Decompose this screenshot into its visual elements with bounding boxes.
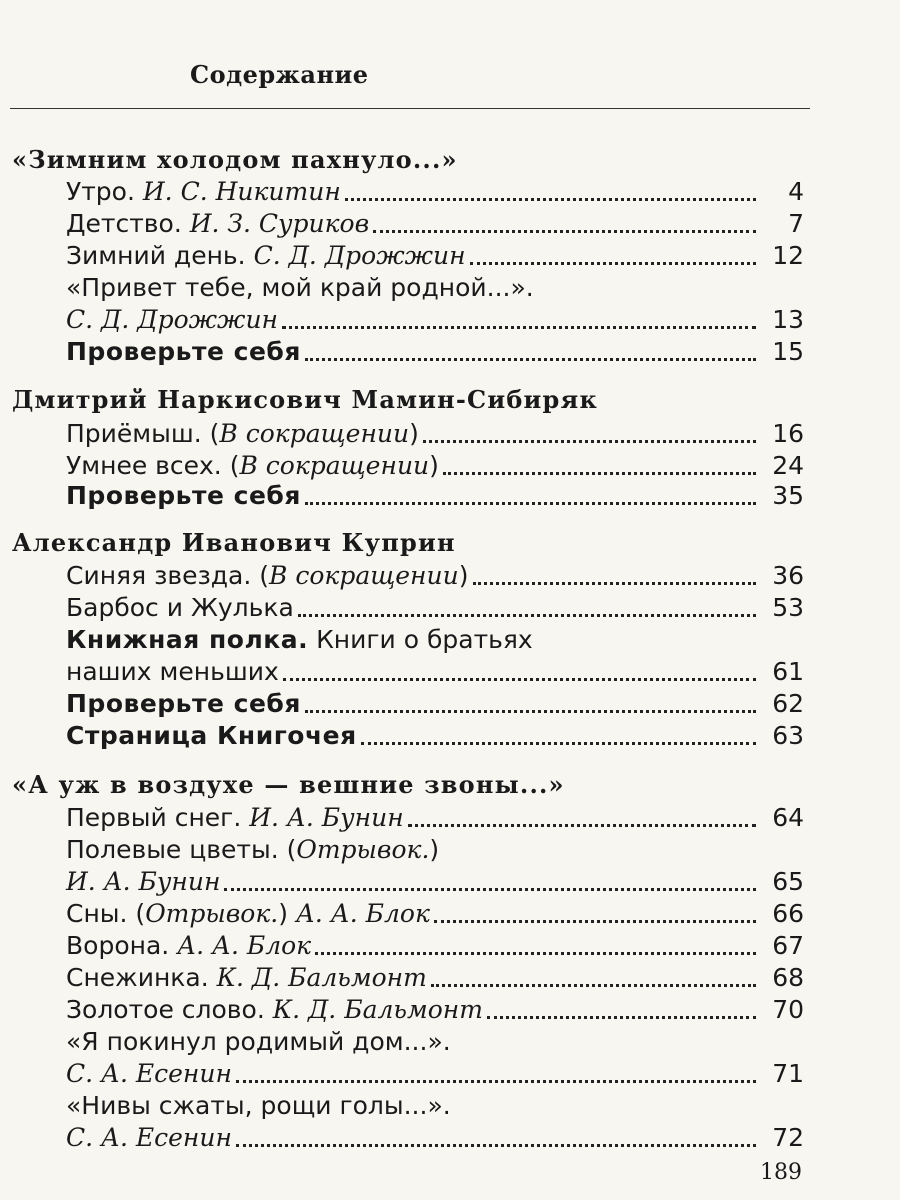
entry-author: С. Д. Дрожжин [66,305,279,334]
entry-title: Проверьте себя [66,337,301,366]
dot-leader [283,678,756,681]
toc-entry[interactable] [66,418,804,450]
dot-leader [345,198,756,201]
dot-leader [361,742,756,745]
toc-entry-line1[interactable] [66,624,804,656]
entry-page: 15 [772,337,804,366]
dot-leader [305,358,756,361]
entry-page: 72 [772,1123,804,1152]
entry-page: 71 [772,1059,804,1088]
toc-entry[interactable] [66,1058,804,1090]
toc-entry-line1[interactable] [66,1090,804,1122]
entry-title: «Привет тебе, мой край родной...». [66,273,534,302]
entry-page: 62 [772,689,804,718]
toc-entry-line1[interactable] [66,272,804,304]
dot-leader [236,1080,756,1083]
toc-entry[interactable] [66,240,804,272]
entry-page: 67 [772,931,804,960]
entry-page: 64 [772,803,804,832]
toc-entry[interactable] [66,1122,804,1154]
toc-entry[interactable] [66,592,804,624]
dot-leader [487,1016,756,1019]
dot-leader [423,440,756,443]
entry-note: Отрывок. [145,899,279,928]
entry-title: Ворона. [66,931,170,960]
entry-page: 24 [772,451,804,480]
title-divider [10,108,810,109]
entry-page: 35 [772,481,804,510]
dot-leader [373,230,756,233]
dot-leader [305,710,756,713]
toc-entry[interactable] [66,656,804,688]
toc-entry[interactable] [66,866,804,898]
entry-paren: ) [429,835,440,864]
entry-page: 68 [772,963,804,992]
toc-entry-line1[interactable] [66,834,804,866]
dot-leader [305,502,756,505]
entry-author: К. Д. Бальмонт [272,995,483,1024]
toc-entry[interactable] [66,930,804,962]
toc-entry[interactable] [66,176,804,208]
dot-leader [236,1144,756,1147]
entry-author: С. Д. Дрожжин [253,241,466,270]
entry-page: 12 [772,241,804,270]
dot-leader [408,824,756,827]
entry-title: Утро. [66,177,135,206]
entry-title: Проверьте себя [66,481,301,510]
dot-leader [434,920,756,923]
entry-title: Приёмыш. ( [66,419,220,448]
entry-title: Проверьте себя [66,689,301,718]
toc-entry[interactable] [66,994,804,1026]
dot-leader [282,326,756,329]
dot-leader [470,262,756,265]
toc-entry[interactable] [66,336,804,368]
entry-paren: ) [409,419,419,448]
entry-author: С. А. Есенин [66,1059,232,1088]
toc-entry[interactable] [66,560,804,592]
entry-page: 16 [772,419,804,448]
toc-entry[interactable] [66,208,804,240]
entry-paren: ) [429,451,439,480]
entry-title: Детство. [66,209,182,238]
entry-title: Зимний день. [66,241,246,270]
section-title: Дмитрий Наркисович Мамин-Сибиряк [12,385,599,414]
toc-entry[interactable] [66,450,804,482]
entry-author: И. З. Суриков [189,209,370,238]
entry-page: 61 [772,657,804,686]
entry-title: Страница Книгочея [66,721,357,750]
entry-title: «Нивы сжаты, рощи голы...». [66,1091,451,1120]
entry-subtitle: наших меньших [66,657,279,686]
entry-author: А. А. Блок [295,899,430,928]
entry-title: Умнее всех. ( [66,451,240,480]
toc-entry[interactable] [66,802,804,834]
entry-page: 4 [788,177,804,206]
section-title: Александр Иванович Куприн [12,528,456,557]
entry-author: С. А. Есенин [66,1123,232,1152]
toc-entry[interactable] [66,898,804,930]
entry-title: Первый снег. [66,803,242,832]
entry-title: «Я покинул родимый дом...». [66,1027,451,1056]
entry-page: 70 [772,995,804,1024]
page-number: 189 [760,1160,802,1185]
entry-title: Барбос и Жулька [66,593,294,622]
entry-title: Синяя звезда. ( [66,561,270,590]
entry-note: В сокращении [239,451,430,480]
dot-leader [315,952,756,955]
entry-page: 53 [772,593,804,622]
entry-title: Книжная полка. [66,625,309,654]
entry-page: 36 [772,561,804,590]
dot-leader [224,888,756,891]
toc-entry-line1[interactable] [66,1026,804,1058]
entry-subtitle: Книги о братьях [316,625,533,654]
entry-author: И. А. Бунин [66,867,221,896]
entry-author: К. Д. Бальмонт [216,963,427,992]
section-title: «Зимним холодом пахнуло...» [12,145,458,174]
dot-leader [298,614,756,617]
dot-leader [473,582,757,585]
entry-page: 7 [788,209,804,238]
section-title: «А уж в воздухе — вешние звоны...» [12,770,565,799]
entry-note: В сокращении [269,561,459,590]
toc-entry[interactable] [66,480,804,512]
page-title: Содержание [190,60,369,89]
entry-title: Сны. ( [66,899,146,928]
entry-title: Снежинка. [66,963,209,992]
entry-page: 13 [772,305,804,334]
entry-page: 66 [772,899,804,928]
entry-page: 63 [772,721,804,750]
entry-author: А. А. Блок [177,931,312,960]
entry-author: И. С. Никитин [142,177,341,206]
entry-title: Полевые цветы. ( [66,835,297,864]
dot-leader [431,984,756,987]
entry-note: В сокращении [219,419,410,448]
entry-paren: ) [278,899,288,928]
entry-page: 65 [772,867,804,896]
entry-paren: ) [458,561,469,590]
toc-entry[interactable] [66,720,804,752]
toc-entry[interactable] [66,304,804,336]
entry-title: Золотое слово. [66,995,265,1024]
dot-leader [443,472,756,475]
entry-author: И. А. Бунин [249,803,404,832]
entry-note: Отрывок. [296,835,430,864]
toc-entry[interactable] [66,688,804,720]
toc-entry[interactable] [66,962,804,994]
